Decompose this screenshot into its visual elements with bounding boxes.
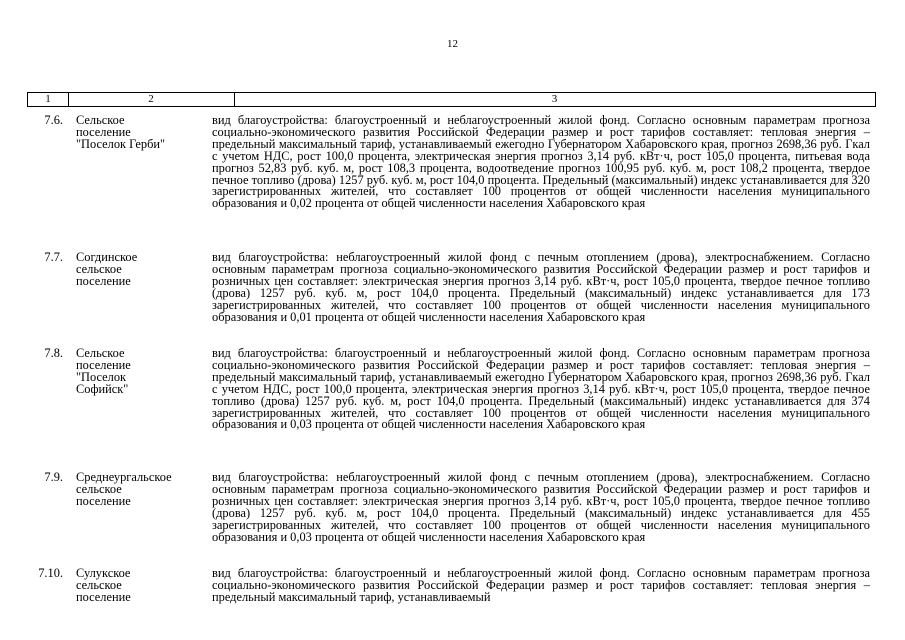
settlement-name: Согдинское сельское поселение bbox=[76, 250, 138, 288]
column-header-2: 2 bbox=[68, 93, 235, 106]
column-header-3: 3 bbox=[551, 93, 558, 105]
settlement-description: вид благоустройства: неблагоустроенный жилой фонд с печным отоплением (дрова), электроснабжением. Согласно основным параметрам прогноза социально-экономического развития Российской Федерации размер и рост тарифов и розничных цен составляет: электрическая энергия прогноз 3,14 руб. кВт·ч, рост 105,0 процента, твердое печное топливо (дрова) 1257 руб. куб. м, рост 104,0 процента. Предельный (максимальный) индекс устанавливается для 173 зарегистрированных жителей, что составляет 100 процентов от общей численности населения муниципального образования и 0,01 процента от общей численности населения Хабаровского края bbox=[212, 250, 870, 324]
settlement-name: Сулукское сельское поселение bbox=[76, 566, 131, 604]
settlement-description: вид благоустройства: неблагоустроенный жилой фонд с печным отоплением (дрова), электроснабжением. Согласно основным параметрам прогноза социально-экономического развития Российской Федерации размер и рост тарифов и розничных цен составляет: электрическая энергия прогноз 3,14 руб. кВт·ч, рост 105,0 процента, твердое печное топливо (дрова) 1257 руб. куб. м, рост 104,0 процента. Предельный (максимальный) индекс устанавливается для 455 зарегистрированных жителей, что составляет 100 процентов от общей численности населения муниципального образования и 0,03 процента от общей численности населения Хабаровского края bbox=[212, 470, 870, 544]
page-number: 12 bbox=[447, 38, 458, 50]
table-header-row bbox=[27, 92, 876, 107]
row-number: 7.9. bbox=[44, 470, 63, 484]
column-header-1: 1 bbox=[28, 93, 69, 106]
row-number: 7.7. bbox=[44, 250, 63, 264]
settlement-name: Сельское поселение "Поселок Герби" bbox=[76, 113, 166, 151]
row-number: 7.10. bbox=[38, 566, 63, 580]
settlement-name: Среднеургальское сельское поселение bbox=[76, 470, 172, 508]
settlement-description: вид благоустройства: благоустроенный и неблагоустроенный жилой фонд. Согласно основным параметрам прогноза социально-экономического развития Российской Федерации размер и рост тарифов составляет: тепловая энергия – предельный максимальный тариф, устанавливаемый ежегодно Губернатором Хабаровского края, прогноз 2698,36 руб. Гкал с учетом НДС, рост 100,0 процента, электрическая энергия прогноз 3,14 руб. кВт·ч, рост 105,0 процента, питьевая вода прогноз 52,83 руб. куб. м, рост 108,3 процента, водоотведение прогноз 100,95 руб. куб. м, рост 108,2 процента, твердое печное топливо (дрова) 1257 руб. куб. м, рост 104,0 процента. Предельный (максимальный) индекс устанавливается для 320 зарегистрированных жителей, что составляет 100 процентов от общей численности населения муниципального образования и 0,02 процента от общей численности населения Хабаровского края bbox=[212, 113, 870, 211]
row-number: 7.6. bbox=[44, 113, 63, 127]
settlement-description: вид благоустройства: благоустроенный и неблагоустроенный жилой фонд. Согласно основным параметрам прогноза социально-экономического развития Российской Федерации размер и рост тарифов составляет: тепловая энергия – предельный максимальный тариф, устанавливаемый bbox=[212, 566, 870, 604]
settlement-name: Сельское поселение "Поселок Софийск" bbox=[76, 346, 131, 396]
settlement-description: вид благоустройства: благоустроенный и неблагоустроенный жилой фонд. Согласно основным параметрам прогноза социально-экономического развития Российской Федерации размер и рост тарифов составляет: тепловая энергия – предельный максимальный тариф, устанавливаемый ежегодно Губернатором Хабаровского края, прогноз 2698,36 руб. Гкал с учетом НДС, рост 100,0 процента, электрическая энергия прогноз 3,14 руб. кВт·ч, рост 105,0 процента, твердое печное топливо (дрова) 1257 руб. куб. м, рост 104,0 процента. Предельный (максимальный) индекс устанавливается для 374 зарегистрированных жителей, что составляет 100 процентов от общей численности населения муниципального образования и 0,03 процента от общей численности населения Хабаровского края bbox=[212, 346, 870, 432]
row-number: 7.8. bbox=[44, 346, 63, 360]
